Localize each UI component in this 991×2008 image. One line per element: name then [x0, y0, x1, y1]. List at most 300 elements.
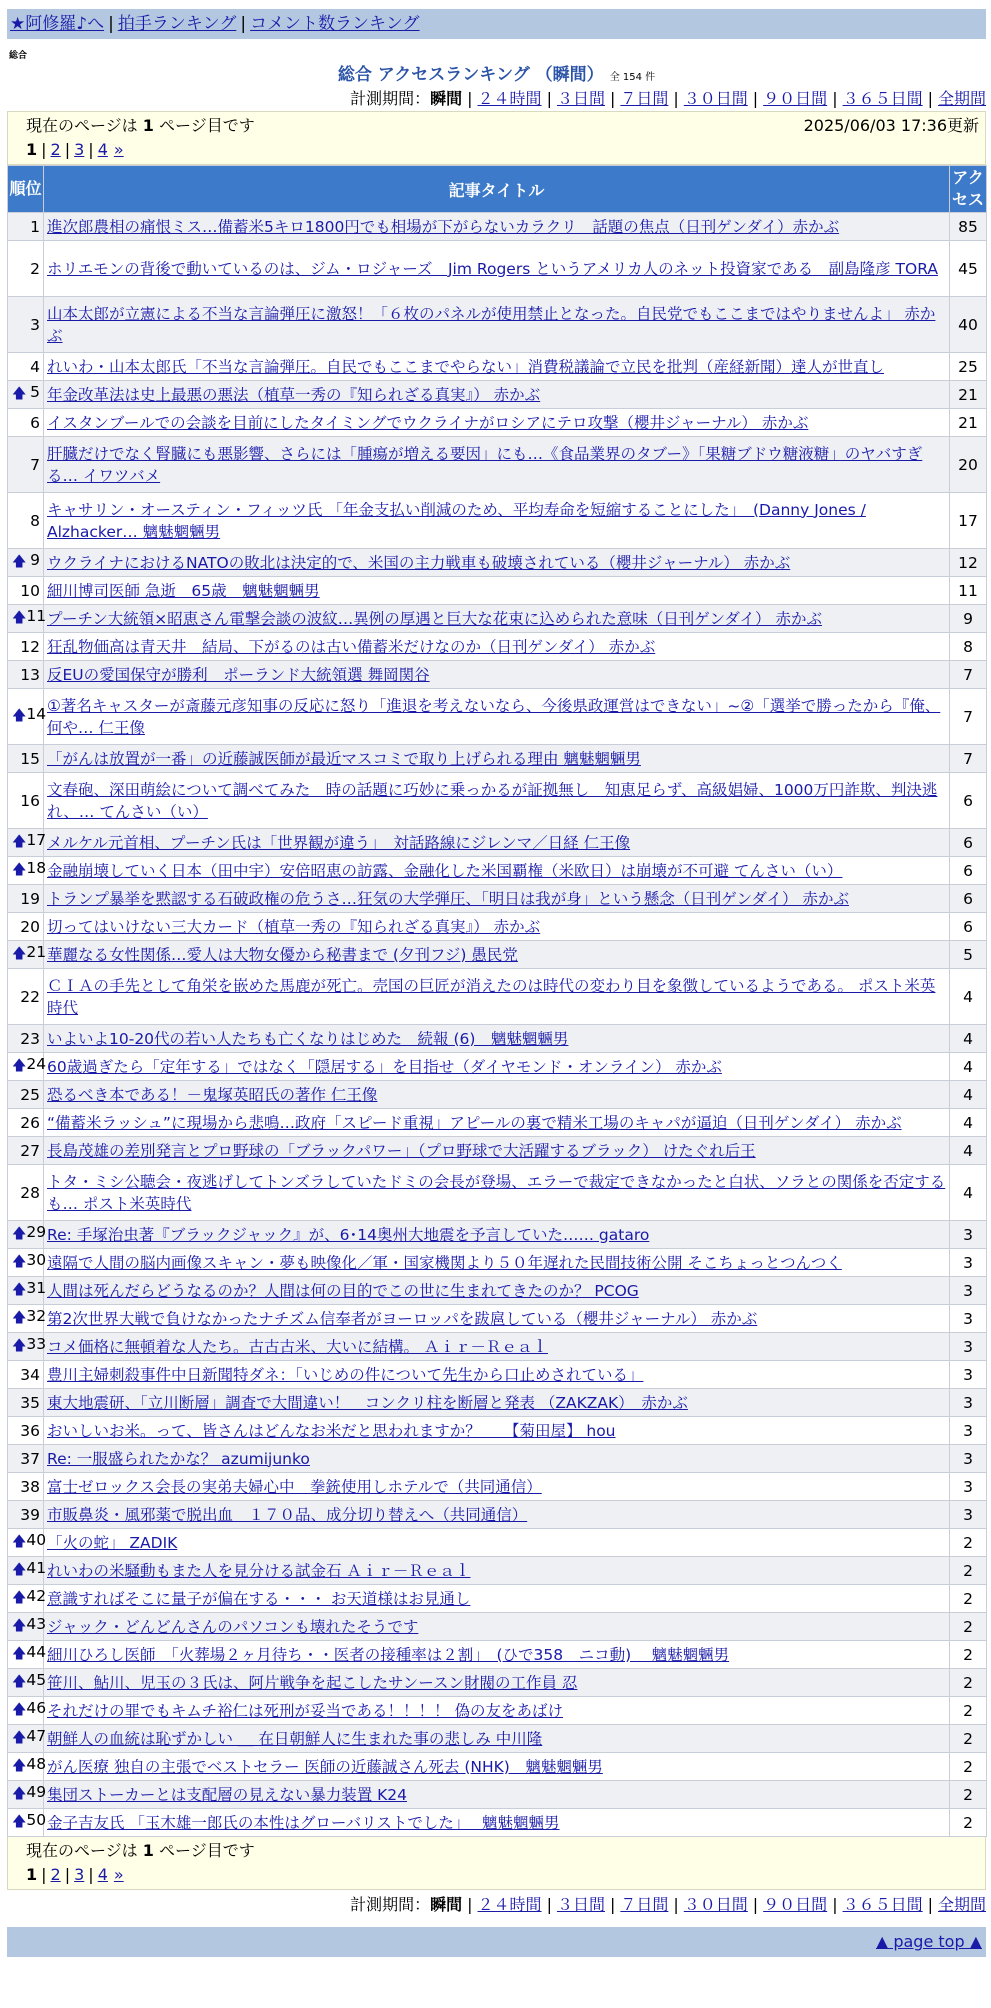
access-count: 4	[950, 969, 987, 1025]
up-arrow-icon: 🡅	[12, 707, 27, 724]
rank-cell	[8, 885, 44, 913]
period-option-7[interactable]: 全期間	[937, 89, 986, 108]
article-link[interactable]: おいしいお米。って、皆さんはどんなお米だと思われますか？ 【菊田屋】 hou	[47, 1421, 616, 1440]
period-label: 計測期間：	[350, 89, 431, 108]
rank-number: 36	[20, 1421, 40, 1440]
up-arrow-icon: 🡅	[12, 1589, 27, 1606]
page-link[interactable]: 3	[74, 140, 85, 159]
table-row	[8, 773, 987, 829]
rank-cell	[8, 773, 44, 829]
title-cell	[44, 1305, 950, 1333]
access-count: 6	[950, 773, 987, 829]
article-link[interactable]: 反EUの愛国保守が勝利 ポーランド大統領選 舞岡関谷	[47, 665, 430, 684]
period-separator: |	[673, 1895, 679, 1914]
title-cell	[44, 297, 950, 353]
rank-number: 50	[26, 1810, 47, 1829]
title-cell	[44, 633, 950, 661]
table-row	[8, 1165, 987, 1221]
article-link[interactable]: ジャック・どんどんさんのパソコンも壊れたそうです	[47, 1617, 419, 1636]
access-count: 4	[950, 1109, 987, 1137]
title-cell	[44, 745, 950, 773]
rank-number: 40	[26, 1530, 47, 1549]
table-row	[8, 1361, 987, 1389]
article-link[interactable]: ①著名キャスターが斎藤元彦知事の反応に怒り「進退を考えないなら、今後県政運営はできない」~②「選挙で勝ったから『俺、何や… 仁王像	[47, 696, 941, 737]
title-cell	[44, 1417, 950, 1445]
rank-cell	[8, 409, 44, 437]
article-link[interactable]: 細川ひろし医師 「火葬場２ヶ月待ち・・医者の接種率は２割」 (ひで358 ニコ動) 魑魅魍魎男	[47, 1645, 730, 1664]
up-arrow-icon: 🡅	[12, 1533, 27, 1550]
up-arrow-icon: 🡅	[12, 861, 27, 878]
table-row	[8, 353, 987, 381]
title-cell	[44, 1473, 950, 1501]
access-count: 5	[950, 941, 987, 969]
rank-number: 17	[26, 830, 47, 849]
next-page-link[interactable]: »	[113, 1865, 124, 1884]
access-count: 3	[950, 1445, 987, 1473]
up-arrow-icon: 🡅	[12, 1309, 27, 1326]
table-row	[8, 577, 987, 605]
table-row	[8, 493, 987, 549]
article-link[interactable]: 富士ゼロックス会長の実弟夫婦心中 拳銃使用しホテルで（共同通信）	[47, 1477, 542, 1496]
title-cell	[44, 1445, 950, 1473]
rank-cell	[8, 969, 44, 1025]
article-link[interactable]: 文春砲、深田萌絵について調べてみた 時の話題に巧妙に乗っかるが証拠無し 知恵足らず、高級娼婦、1000万円詐欺、判決逃れ、… てんさい（い）	[47, 780, 938, 821]
period-separator: |	[609, 89, 616, 108]
title-cell	[44, 1753, 950, 1781]
rank-number: 15	[20, 749, 40, 768]
nav-separator: |	[108, 14, 114, 34]
clap-ranking-link[interactable]: 拍手ランキング	[117, 14, 237, 34]
table-row	[8, 437, 987, 493]
next-page-link[interactable]: »	[113, 140, 124, 159]
rank-number: 30	[26, 1250, 47, 1269]
title-cell	[44, 913, 950, 941]
article-link[interactable]: コメ価格に無頓着な人たち。古古古米、大いに結構。 Ａｉｒ－Ｒｅａｌ	[47, 1337, 548, 1356]
article-link[interactable]: 「火の蛇」 ZADIK	[47, 1533, 178, 1552]
rank-cell	[8, 1361, 44, 1389]
article-link[interactable]: 遠隔で人間の脳内画像スキャン・夢も映像化／軍・国家機関より５０年遅れた民間技術公開 そこちょっとつんつく	[47, 1253, 842, 1272]
access-count: 2	[950, 1529, 987, 1557]
article-link[interactable]: 人間は死んだらどうなるのか？人間は何の目的でこの世に生まれてきたのか？ PCOG	[47, 1281, 639, 1300]
article-link[interactable]: トランプ暴挙を黙認する石破政権の危うさ…狂気の大学弾圧、「明日は我が身」という懸念（日刊ゲンダイ） 赤かぶ	[47, 889, 849, 908]
category-label: 総合	[9, 51, 28, 61]
period-option-1[interactable]: ２４時間	[477, 89, 542, 108]
access-count: 4	[950, 1137, 987, 1165]
rank-number: 34	[20, 1365, 40, 1384]
up-arrow-icon: 🡅	[12, 385, 27, 402]
article-link[interactable]: それだけの罪でもキムチ裕仁は死刑が妥当である！！！！ 偽の友をあばけ	[47, 1701, 563, 1720]
title-cell	[44, 1641, 950, 1669]
total-count: 全 154 件	[609, 72, 656, 83]
rank-cell	[8, 1697, 47, 1725]
access-count: 6	[950, 885, 987, 913]
access-count: 3	[950, 1473, 987, 1501]
title-cell	[44, 605, 950, 633]
table-row	[8, 297, 987, 353]
title-cell	[44, 353, 950, 381]
page-link[interactable]: 4	[97, 1865, 108, 1884]
updated-time: 2025/06/03 17:36更新	[803, 116, 979, 135]
period-option-4[interactable]: ３０日間	[683, 1895, 748, 1914]
title-cell	[44, 1781, 950, 1809]
title-cell	[44, 969, 950, 1025]
page-link[interactable]: 2	[50, 140, 61, 159]
table-row	[8, 1025, 987, 1053]
table-row	[8, 1305, 987, 1333]
title-cell	[44, 1613, 950, 1641]
access-count: 8	[950, 633, 987, 661]
page	[7, 9, 986, 1957]
rank-number: 4	[30, 357, 40, 376]
current-page-text: 現在のページは 1 ページ目です	[26, 1841, 255, 1860]
table-row	[8, 1221, 987, 1249]
title-cell	[44, 1361, 950, 1389]
pager-separator: |	[64, 1865, 71, 1884]
table-row	[8, 857, 987, 885]
up-arrow-icon: 🡅	[12, 1645, 27, 1662]
article-link[interactable]: 山本太郎が立憲による不当な言論弾圧に激怒！「６枚のパネルが使用禁止となった。自民党でもここまではやりませんよ」 赤かぶ	[47, 304, 936, 345]
article-link[interactable]: 恐るべき本である！－鬼塚英昭氏の著作 仁王像	[47, 1085, 378, 1104]
period-option-4[interactable]: ３０日間	[683, 89, 748, 108]
rank-cell	[8, 1025, 44, 1053]
title-cell	[44, 1809, 950, 1837]
rank-number: 42	[26, 1586, 47, 1605]
access-count: 2	[950, 1781, 987, 1809]
title-cell	[44, 689, 950, 745]
period-separator: |	[832, 1895, 838, 1914]
rank-number: 22	[20, 987, 40, 1006]
period-option-6[interactable]: ３６５日間	[842, 89, 923, 108]
header-access: アクセス	[950, 166, 987, 213]
up-arrow-icon: 🡅	[12, 609, 27, 626]
up-arrow-icon: 🡅	[12, 1281, 27, 1298]
rank-cell	[8, 633, 44, 661]
title-cell	[44, 213, 950, 241]
rank-number: 35	[20, 1393, 40, 1412]
article-link[interactable]: 市販鼻炎・風邪薬で脱出血 １７０品、成分切り替えへ（共同通信）	[47, 1505, 528, 1524]
rank-cell	[8, 1137, 44, 1165]
article-link[interactable]: 細川博司医師 急逝 65歳 魑魅魍魎男	[47, 581, 320, 600]
rank-cell	[8, 1781, 47, 1809]
up-arrow-icon: 🡅	[12, 553, 27, 570]
rank-number: 26	[20, 1113, 40, 1132]
access-count: 9	[950, 605, 987, 633]
title-cell	[44, 1221, 950, 1249]
page-link[interactable]: 4	[97, 140, 108, 159]
rank-number: 44	[26, 1642, 47, 1661]
title-cell	[44, 1109, 950, 1137]
access-count: 45	[950, 241, 987, 297]
title-cell	[44, 857, 950, 885]
table-row	[8, 689, 987, 745]
article-link[interactable]: 笹川、鮎川、児玉の３氏は、阿片戦争を起こしたサンースン財閥の工作員 忍	[47, 1673, 578, 1692]
table-row	[8, 1417, 987, 1445]
title-cell	[44, 941, 950, 969]
rank-cell	[8, 1389, 44, 1417]
comment-ranking-link[interactable]: コメント数ランキング	[250, 14, 420, 34]
page-link[interactable]: 3	[74, 1865, 85, 1884]
access-count: 2	[950, 1725, 987, 1753]
table-row	[8, 633, 987, 661]
rank-number: 13	[20, 665, 40, 684]
pager-separator: |	[64, 140, 71, 159]
up-arrow-icon: 🡅	[12, 1729, 27, 1746]
table-row	[8, 661, 987, 689]
article-link[interactable]: 狂乱物価高は青天井 結局、下がるのは古い備蓄米だけなのか（日刊ゲンダイ） 赤かぶ	[47, 637, 656, 656]
table-row	[8, 829, 987, 857]
rank-number: 20	[20, 917, 40, 936]
access-count: 3	[950, 1305, 987, 1333]
table-row	[8, 1473, 987, 1501]
top-nav	[7, 9, 986, 39]
table-row	[8, 1333, 987, 1361]
rank-number: 32	[26, 1306, 47, 1325]
article-link[interactable]: 朝鮮人の血統は恥ずかしい ＿ 在日朝鮮人に生まれた事の悲しみ 中川隆	[47, 1729, 543, 1748]
article-link[interactable]: 集団ストーカーとは支配層の見えない暴力装置 K24	[47, 1785, 408, 1804]
title-cell	[44, 1333, 950, 1361]
article-link[interactable]: イスタンブールでの会談を目前にしたタイミングでウクライナがロシアにテロ攻撃（櫻井ジャーナル） 赤かぶ	[47, 413, 809, 432]
rank-cell	[8, 1725, 47, 1753]
table-row	[8, 1109, 987, 1137]
period-option-5[interactable]: ９０日間	[763, 1895, 828, 1914]
rank-number: 33	[26, 1334, 47, 1353]
pager-links	[26, 138, 979, 162]
title-cell	[44, 409, 950, 437]
rank-cell	[8, 1501, 44, 1529]
rank-cell	[8, 1417, 44, 1445]
rank-cell	[8, 1305, 47, 1333]
article-link[interactable]: “備蓄米ラッシュ”に現場から悲鳴…政府「スピード重視」アピールの裏で精米工場のキャパが逼迫（日刊ゲンダイ） 赤かぶ	[47, 1113, 902, 1132]
up-arrow-icon: 🡅	[12, 1701, 27, 1718]
page-link[interactable]: 2	[50, 1865, 61, 1884]
rank-number: 21	[26, 942, 47, 961]
rank-number: 24	[26, 1054, 47, 1073]
current-page-text: 現在のページは 1 ページ目です	[26, 116, 255, 135]
title-cell	[44, 549, 950, 577]
title-cell	[44, 1501, 950, 1529]
rank-cell	[8, 577, 44, 605]
pager-separator: |	[41, 140, 47, 159]
table-row	[8, 1445, 987, 1473]
article-link[interactable]: 進次郎農相の痛恨ミス…備蓄米5キロ1800円でも相場が下がらないカラクリ 話題の焦点（日刊ゲンダイ）赤かぶ	[47, 217, 840, 236]
article-link[interactable]: メルケル元首相、プーチン氏は「世界観が違う」 対話路線にジレンマ／日経 仁王像	[47, 833, 631, 852]
table-row	[8, 1753, 987, 1781]
period-selector-bottom	[7, 1893, 986, 1917]
article-link[interactable]: キャサリン・オースティン・フィッツ氏 「年金支払い削減のため、平均寿命を短縮することにした」 (Danny Jones / Alzhacker… 魑魅魍魎男	[47, 500, 866, 541]
article-link[interactable]: Re: 手塚治虫著『ブラックジャック』が、6･14奥州大地震を予言していた…… gataro	[47, 1225, 650, 1244]
rank-cell	[8, 1641, 47, 1669]
rank-number: 43	[26, 1614, 47, 1633]
article-link[interactable]: 60歳過ぎたら「定年する」ではなく「隠居する」を目指せ（ダイヤモンド・オンライン） 赤かぶ	[47, 1057, 722, 1076]
rank-cell	[8, 1109, 44, 1137]
current-page-number: 1	[26, 1865, 38, 1884]
table-row	[8, 1529, 987, 1557]
article-link[interactable]: いよいよ10-20代の若い人たちも亡くなりはじめた 続報 (6) 魑魅魍魎男	[47, 1029, 569, 1048]
period-selected: 瞬間	[430, 1895, 463, 1914]
period-separator: |	[832, 89, 838, 108]
period-option-3[interactable]: ７日間	[620, 89, 669, 108]
rank-cell	[8, 437, 44, 493]
article-link[interactable]: 豊川主婦刺殺事件中日新聞特ダネ：「いじめの件について先生から口止めされている」	[47, 1365, 644, 1384]
rank-number: 7	[30, 455, 40, 474]
up-arrow-icon: 🡅	[12, 1253, 27, 1270]
rank-number: 49	[26, 1782, 47, 1801]
period-option-1[interactable]: ２４時間	[477, 1895, 542, 1914]
title-cell	[44, 1249, 950, 1277]
article-link[interactable]: ＣＩＡの手先として角栄を嵌めた馬鹿が死亡。売国の巨匠が消えたのは時代の変わり目を象徴しているようである。 ポスト米英時代	[47, 976, 936, 1017]
access-count: 21	[950, 409, 987, 437]
rank-number: 3	[30, 315, 40, 334]
article-link[interactable]: 意識すればそこに量子が偏在する・・・ お天道様はお見通し	[47, 1589, 471, 1608]
title-cell	[44, 1725, 950, 1753]
article-link[interactable]: トタ・ミシ公聴会・夜逃げしてトンズラしていたドミの会長が登場、エラーで裁定できなかったと白状、ソラとの関係を否定するも… ポスト米英時代	[47, 1172, 946, 1213]
period-option-5[interactable]: ９０日間	[763, 89, 828, 108]
access-count: 2	[950, 1697, 987, 1725]
access-count: 2	[950, 1557, 987, 1585]
access-count: 6	[950, 913, 987, 941]
table-row	[8, 1725, 987, 1753]
period-option-2[interactable]: ３日間	[556, 89, 605, 108]
rank-number: 6	[30, 413, 40, 432]
article-link[interactable]: 東大地震研、「立川断層」調査で大間違い！ コンクリ柱を断層と発表 （ZAKZAK） 赤かぶ	[47, 1393, 688, 1412]
article-link[interactable]: ウクライナにおけるNATOの敗北は決定的で、米国の主力戦車も破壊されている（櫻井ジャーナル） 赤かぶ	[47, 553, 791, 572]
access-count: 17	[950, 493, 987, 549]
access-count: 7	[950, 661, 987, 689]
article-link[interactable]: 第2次世界大戦で負けなかったナチズム信奉者がヨーロッパを跋扈している（櫻井ジャーナル） 赤かぶ	[47, 1309, 758, 1328]
rank-cell	[8, 213, 44, 241]
period-selected: 瞬間	[430, 89, 463, 108]
access-count: 40	[950, 297, 987, 353]
access-count: 11	[950, 577, 987, 605]
rank-cell	[8, 1221, 47, 1249]
article-link[interactable]: 長島茂雄の差別発言とプロ野球の「ブラックパワー」（プロ野球で大活躍するブラック） けたぐれ后王	[47, 1141, 756, 1160]
up-arrow-icon: 🡅	[12, 1561, 27, 1578]
table-row	[8, 1389, 987, 1417]
rank-number: 28	[20, 1183, 40, 1202]
pager-separator: |	[88, 140, 94, 159]
article-link[interactable]: 肝臓だけでなく腎臓にも悪影響、さらには「腫瘍が増える要因」にも…《食品業界のタブー》「果糖ブドウ糖液糖」のヤバすぎる… イワツバメ	[47, 444, 923, 485]
article-link[interactable]: 「がんは放置が一番」の近藤誠医師が最近マスコミで取り上げられる理由 魑魅魍魎男	[47, 749, 641, 768]
table-row	[8, 1277, 987, 1305]
rank-number: 1	[30, 217, 40, 236]
rank-number: 38	[20, 1477, 40, 1496]
up-arrow-icon: 🡅	[12, 1813, 27, 1830]
period-option-7[interactable]: 全期間	[937, 1895, 986, 1914]
table-row	[8, 745, 987, 773]
table-row	[8, 1781, 987, 1809]
table-row	[8, 1585, 987, 1613]
access-count: 3	[950, 1249, 987, 1277]
period-option-2[interactable]: ３日間	[556, 1895, 605, 1914]
table-row	[8, 1053, 987, 1081]
title-cell	[44, 1585, 950, 1613]
rank-cell	[8, 1613, 47, 1641]
rank-cell	[8, 493, 44, 549]
rank-number: 41	[26, 1558, 47, 1577]
rank-number: 9	[30, 550, 40, 569]
period-separator: |	[609, 1895, 616, 1914]
rank-cell	[8, 1585, 47, 1613]
article-link[interactable]: れいわの米騒動もまた人を見分ける試金石 Ａｉｒ－Ｒｅａｌ	[47, 1561, 471, 1580]
table-row	[8, 969, 987, 1025]
rank-cell	[8, 381, 44, 409]
period-option-6[interactable]: ３６５日間	[842, 1895, 923, 1914]
period-option-3[interactable]: ７日間	[620, 1895, 669, 1914]
access-count: 2	[950, 1669, 987, 1697]
pager-separator: |	[41, 1865, 47, 1884]
rank-number: 12	[20, 637, 40, 656]
up-arrow-icon: 🡅	[12, 1673, 27, 1690]
up-arrow-icon: 🡅	[12, 1785, 27, 1802]
pager-links	[26, 1863, 979, 1887]
rank-cell	[8, 549, 44, 577]
rank-cell	[8, 689, 47, 745]
article-link[interactable]: ホリエモンの背後で動いているのは、ジム・ロジャーズ Jim Rogers というアメリカ人のネット投資家である 副島隆彦 TORA	[47, 259, 938, 278]
access-count: 3	[950, 1417, 987, 1445]
page-top-link[interactable]: ▲ page top ▲	[875, 1932, 982, 1951]
title-cell	[44, 381, 950, 409]
access-count: 4	[950, 1165, 987, 1221]
access-count: 3	[950, 1389, 987, 1417]
rank-cell	[8, 1277, 47, 1305]
rank-number: 47	[26, 1726, 47, 1745]
table-row	[8, 409, 987, 437]
table-row	[8, 913, 987, 941]
table-row	[8, 1081, 987, 1109]
access-count: 21	[950, 381, 987, 409]
article-link[interactable]: 年金改革法は史上最悪の悪法（植草一秀の『知られざる真実』） 赤かぶ	[47, 385, 541, 404]
title-cell	[44, 1557, 950, 1585]
period-separator: |	[927, 89, 933, 108]
table-row	[8, 1137, 987, 1165]
article-link[interactable]: 切ってはいけない三大カード（植草一秀の『知られざる真実』） 赤かぶ	[47, 917, 541, 936]
rank-number: 25	[20, 1085, 40, 1104]
rank-cell	[8, 1081, 44, 1109]
rank-number: 46	[26, 1698, 47, 1717]
access-count: 20	[950, 437, 987, 493]
page-title-text: 総合 アクセスランキング （瞬間）	[337, 65, 604, 85]
rank-cell	[8, 1529, 47, 1557]
article-link[interactable]: Re: 一服盛られたかな？ azumijunko	[47, 1449, 310, 1468]
pager-box-top	[7, 111, 986, 165]
header-rank: 順位	[8, 166, 44, 213]
article-link[interactable]: プーチン大統領×昭恵さん電撃会談の波紋…異例の厚遇と巨大な花束に込められた意味（日刊ゲンダイ） 赤かぶ	[47, 609, 822, 628]
title-cell	[44, 1389, 950, 1417]
rank-cell	[8, 745, 44, 773]
period-separator: |	[546, 89, 552, 108]
title-cell	[44, 661, 950, 689]
rank-cell	[8, 1249, 47, 1277]
rank-cell	[8, 1165, 44, 1221]
article-link[interactable]: 金融崩壊していく日本（田中宇）安倍昭恵の訪露、金融化した米国覇権（米欧日）は崩壊が不可避 てんさい（い）	[47, 861, 843, 880]
article-link[interactable]: がん医療 独自の主張でベストセラー 医師の近藤誠さん死去 (NHK) 魑魅魍魎男	[47, 1757, 603, 1776]
table-row	[8, 549, 987, 577]
home-link[interactable]: ★阿修羅♪へ	[10, 14, 105, 34]
title-cell	[44, 577, 950, 605]
rank-cell	[8, 297, 44, 353]
up-arrow-icon: 🡅	[12, 1337, 27, 1354]
rank-cell	[8, 1557, 47, 1585]
article-link[interactable]: 華麗なる女性関係…愛人は大物女優から秘書まで (夕刊フジ) 愚民党	[47, 945, 518, 964]
access-count: 3	[950, 1333, 987, 1361]
rank-number: 39	[20, 1505, 40, 1524]
article-link[interactable]: 金子吉友氏 「玉木雄一郎氏の本性はグローバリストでした」 魑魅魍魎男	[47, 1813, 560, 1832]
table-row	[8, 1809, 987, 1837]
title-cell	[44, 1165, 950, 1221]
rank-number: 16	[20, 791, 40, 810]
article-link[interactable]: れいわ・山本太郎氏「不当な言論弾圧。自民でもここまでやらない」消費税議論で立民を批判（産経新聞）達人が世直し	[47, 357, 885, 376]
rank-cell	[8, 941, 47, 969]
